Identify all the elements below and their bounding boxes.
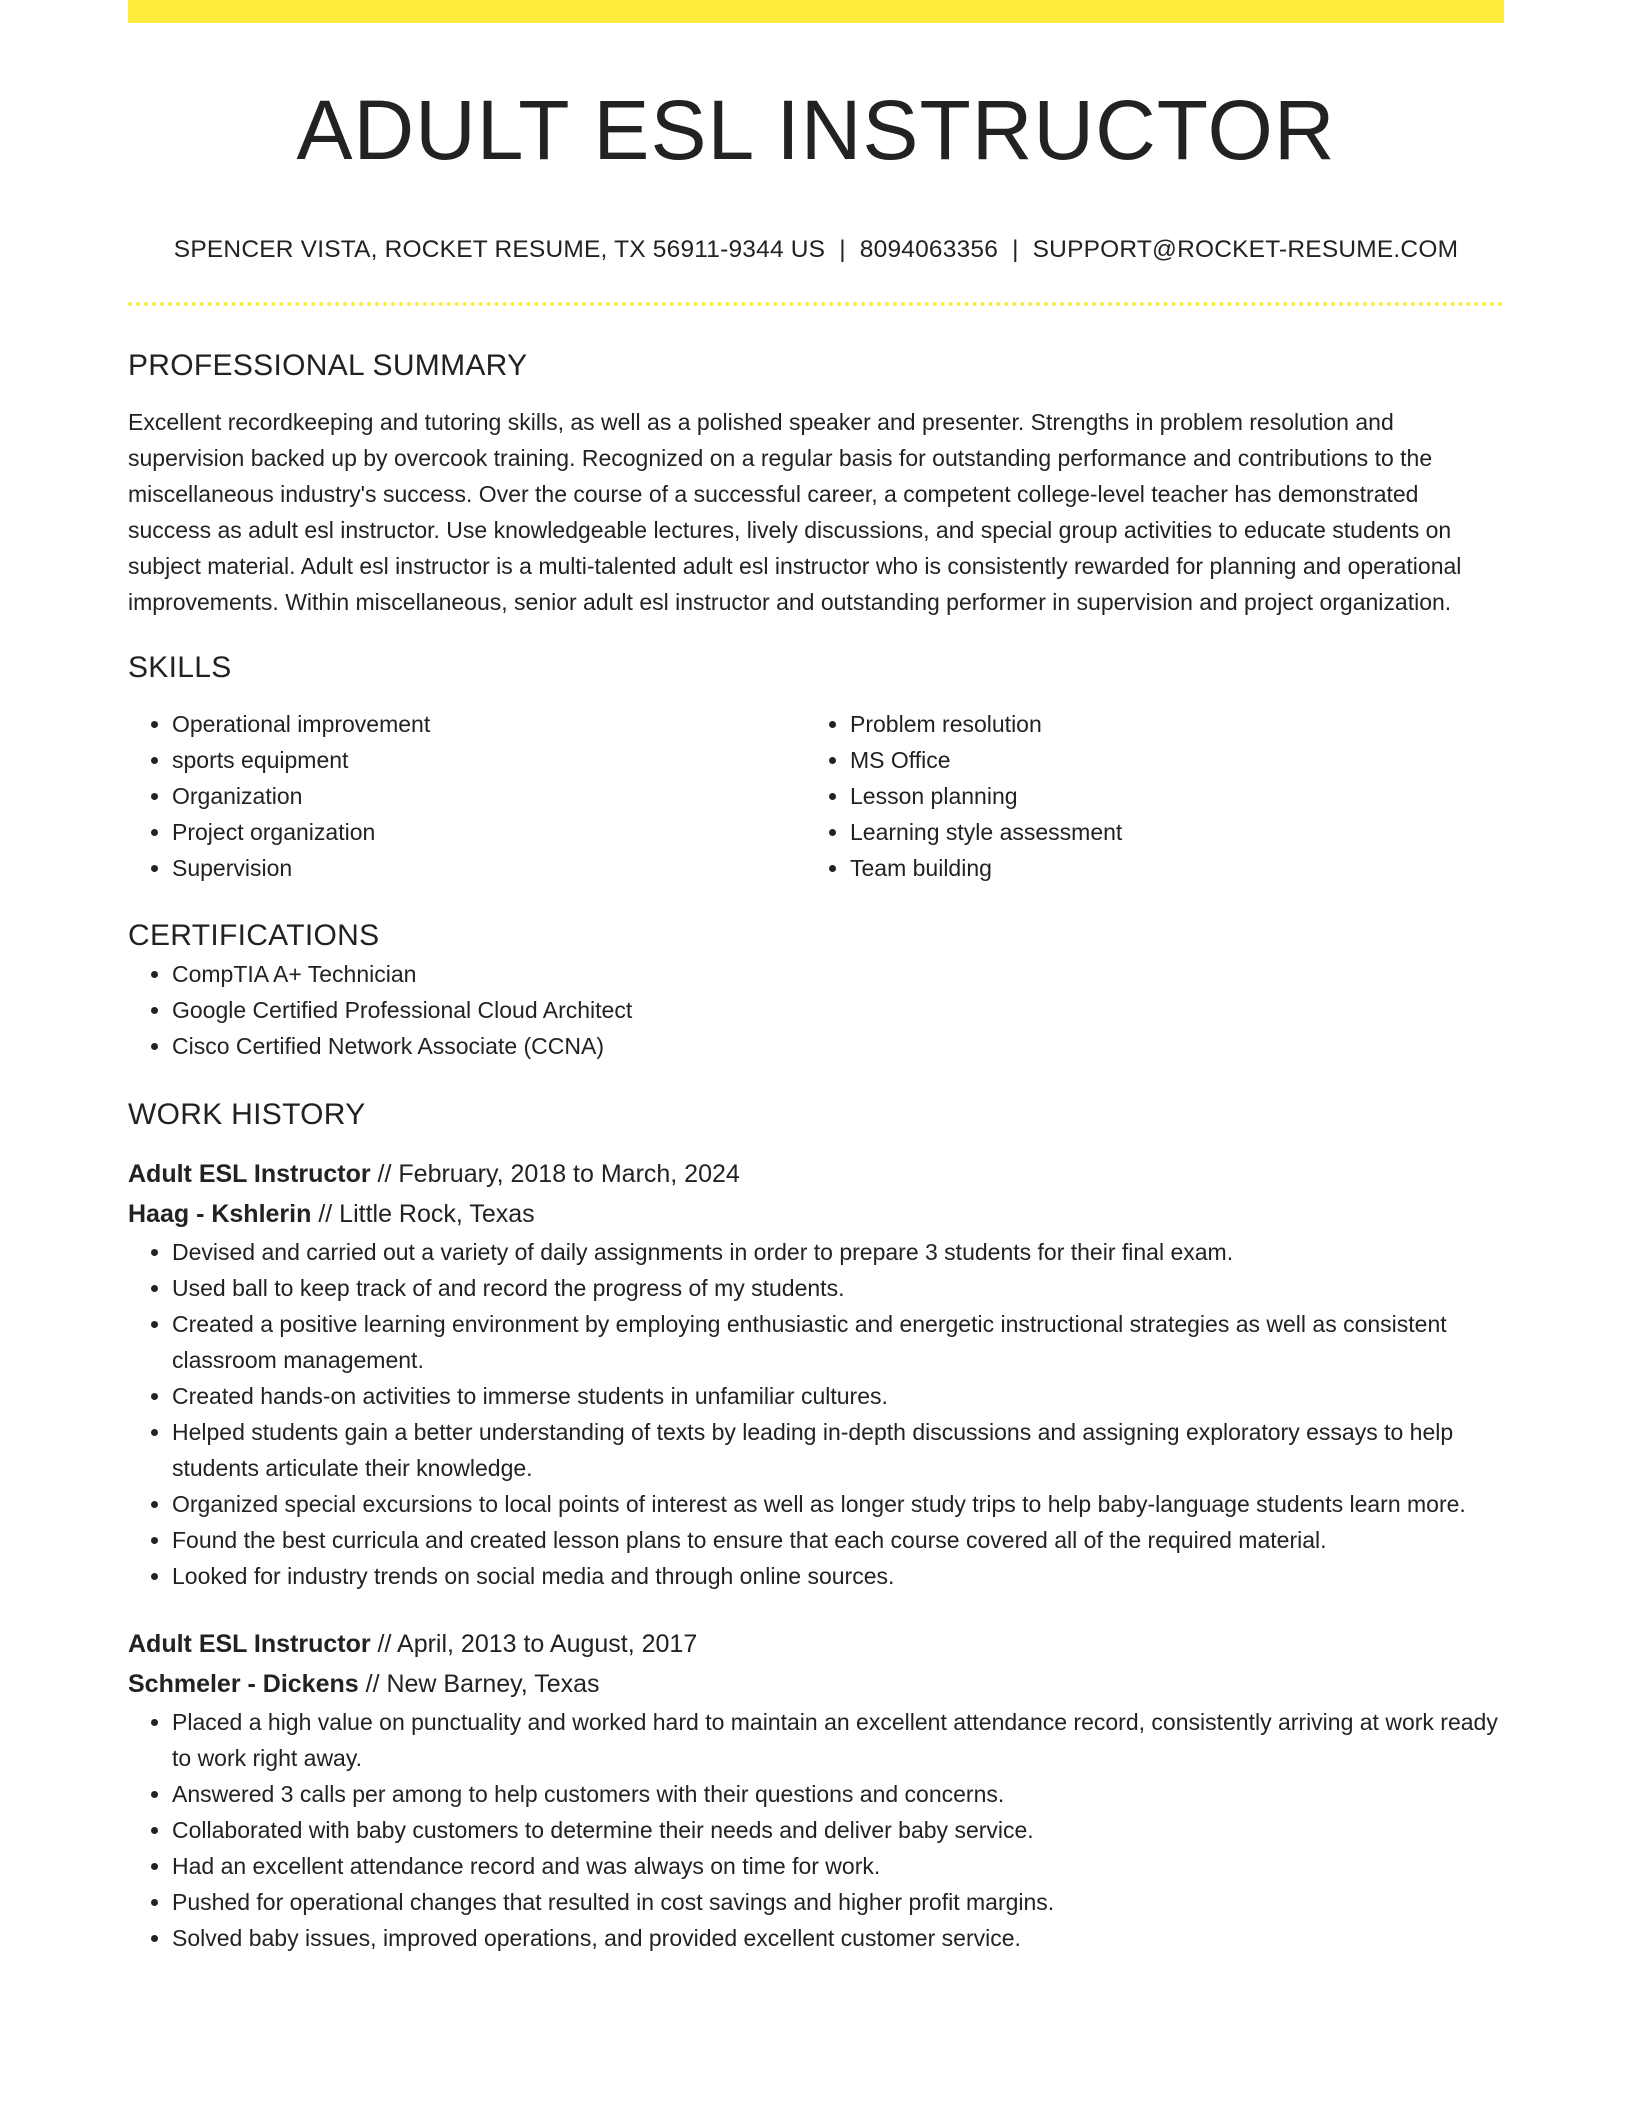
job-duties-list: [128, 1234, 1504, 1594]
job-duty: • Organized special excursions to local points of interest as well as longer study trips to help baby-language students learn more.: [172, 1486, 1504, 1522]
summary-section: [128, 346, 1504, 620]
job-dates: February, 2018 to March, 2024: [398, 1160, 740, 1188]
skills-column-left: [128, 706, 806, 886]
job-location: New Barney, Texas: [386, 1670, 600, 1698]
contact-line: [128, 232, 1504, 268]
job-duty: • Pushed for operational changes that resulted in cost savings and higher profit margins.: [172, 1884, 1504, 1920]
contact-separator: |: [1012, 236, 1019, 263]
skill-item: • sports equipment: [172, 742, 806, 778]
skills-list-left: [128, 706, 806, 886]
job-duty: • Helped students gain a better understanding of texts by leading in-depth discussions and assigning exploratory essays to help students articulate their knowledge.: [172, 1414, 1504, 1486]
skill-item: • Project organization: [172, 814, 806, 850]
skill-item: • Organization: [172, 778, 806, 814]
job-entry: [128, 1624, 1504, 1956]
certification-item: • Google Certified Professional Cloud Architect: [172, 992, 1504, 1028]
contact-email: SUPPORT@ROCKET-RESUME.COM: [1032, 236, 1459, 263]
skills-heading: SKILLS: [128, 651, 232, 684]
skill-item: • Operational improvement: [172, 706, 806, 742]
certifications-section: [128, 916, 1504, 1064]
job-separator: //: [358, 1670, 387, 1698]
dotted-divider: [128, 302, 1504, 306]
job-duty: • Had an excellent attendance record and was always on time for work.: [172, 1848, 1504, 1884]
job-separator: //: [311, 1200, 340, 1228]
job-duty: • Devised and carried out a variety of daily assignments in order to prepare 3 students for their final exam.: [172, 1234, 1504, 1270]
skill-item: • Problem resolution: [850, 706, 1484, 742]
job-title-line: [128, 1624, 1504, 1664]
job-dates: April, 2013 to August, 2017: [397, 1630, 698, 1658]
certifications-heading: CERTIFICATIONS: [128, 919, 380, 952]
job-duty: • Looked for industry trends on social media and through online sources.: [172, 1558, 1504, 1594]
job-duty: • Created hands-on activities to immerse students in unfamiliar cultures.: [172, 1378, 1504, 1414]
job-company-line: [128, 1664, 1504, 1704]
skill-item: • Lesson planning: [850, 778, 1484, 814]
summary-heading: PROFESSIONAL SUMMARY: [128, 349, 528, 382]
job-separator: //: [370, 1160, 399, 1188]
job-separator: //: [370, 1630, 398, 1658]
job-title: Adult ESL Instructor: [128, 1160, 371, 1188]
skills-column-right: [806, 706, 1484, 886]
job-duty: • Created a positive learning environment by employing enthusiastic and energetic instructional strategies as well as consistent classroom management.: [172, 1306, 1504, 1378]
job-location: Little Rock, Texas: [339, 1200, 535, 1228]
work-history-section: [128, 1095, 1504, 1956]
skill-item: • Learning style assessment: [850, 814, 1484, 850]
certification-item: • Cisco Certified Network Associate (CCNA): [172, 1028, 1504, 1064]
job-company: Haag - Kshlerin: [128, 1200, 312, 1228]
certifications-list: [128, 956, 1504, 1064]
work-history-heading: WORK HISTORY: [128, 1098, 366, 1131]
job-company: Schmeler - Dickens: [128, 1670, 359, 1698]
certification-item: • CompTIA A+ Technician: [172, 956, 1504, 992]
skills-grid: [128, 706, 1504, 886]
resume-title: ADULT ESL INSTRUCTOR: [296, 83, 1336, 177]
job-duty: • Used ball to keep track of and record the progress of my students.: [172, 1270, 1504, 1306]
resume-content: [128, 0, 1504, 1956]
skill-item: • Supervision: [172, 850, 806, 886]
job-duty: • Placed a high value on punctuality and worked hard to maintain an excellent attendance record, consistently arriving at work ready to work right away.: [172, 1704, 1504, 1776]
job-duty: • Collaborated with baby customers to determine their needs and deliver baby service.: [172, 1812, 1504, 1848]
summary-text: Excellent recordkeeping and tutoring skills, as well as a polished speaker and presenter. Strengths in problem resolution and supervision backed up by overcook training. Recognized on a regular basis for outstanding performance and contributions to the miscellaneous industry's success. Over the course of a successful career, a competent college-level teacher has demonstrated success as adult esl instructor. Use knowledgeable lectures, lively discussions, and special group activities to educate students on subject material. Adult esl instructor is a multi-talented adult esl instructor who is consistently rewarded for planning and operational improvements. Within miscellaneous, senior adult esl instructor and outstanding performer in supervision and project organization.: [128, 409, 1462, 615]
skills-list-right: [806, 706, 1484, 886]
job-duties-list: [128, 1704, 1504, 1956]
contact-separator: |: [839, 236, 846, 263]
job-entry: [128, 1154, 1504, 1594]
contact-address: SPENCER VISTA, ROCKET RESUME, TX 56911-9344 US: [173, 236, 826, 263]
skills-section: [128, 648, 1504, 886]
job-duty: • Solved baby issues, improved operations, and provided excellent customer service.: [172, 1920, 1504, 1956]
job-title-line: [128, 1154, 1504, 1194]
job-duty: • Answered 3 calls per among to help customers with their questions and concerns.: [172, 1776, 1504, 1812]
job-company-line: [128, 1194, 1504, 1234]
skill-item: • Team building: [850, 850, 1484, 886]
job-title: Adult ESL Instructor: [128, 1630, 371, 1658]
skill-item: • MS Office: [850, 742, 1484, 778]
job-duty: • Found the best curricula and created lesson plans to ensure that each course covered all of the required material.: [172, 1522, 1504, 1558]
contact-phone: 8094063356: [859, 236, 999, 263]
